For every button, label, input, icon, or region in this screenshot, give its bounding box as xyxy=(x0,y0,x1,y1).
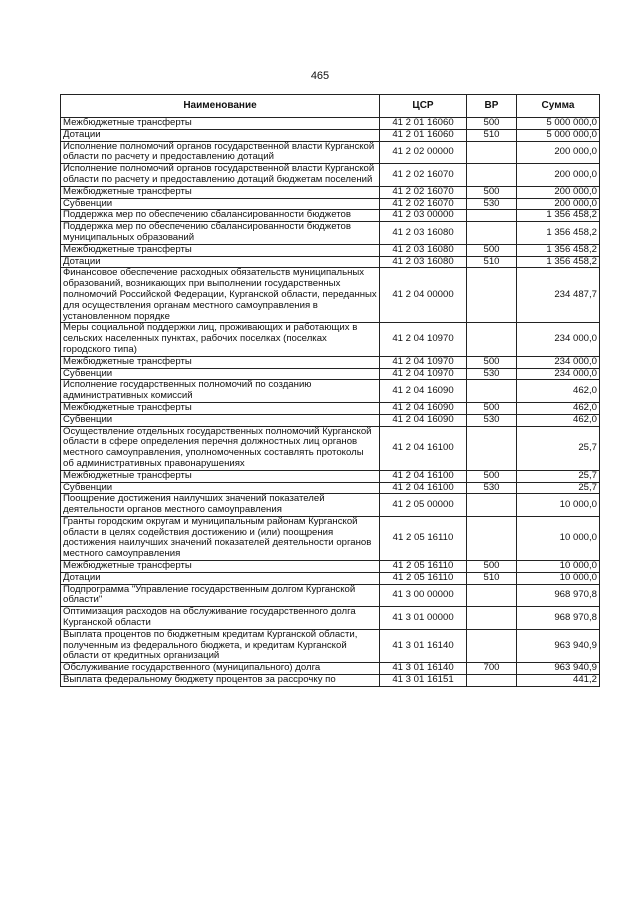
row-name: Субвенции xyxy=(61,482,380,494)
row-name: Дотации xyxy=(61,572,380,584)
row-name: Исполнение полномочий органов государственной власти Курганской области по расчету и предоставлению дотаций бюджетам поселений xyxy=(61,164,380,187)
row-name: Осуществление отдельных государственных полномочий Курганской области в сфере определения перечня должностных лиц органов местного самоуправления, уполномоченных составлять протоколы об административных правонарушениях xyxy=(61,426,380,470)
table-row xyxy=(61,198,600,210)
row-vr xyxy=(467,584,517,607)
table-row xyxy=(61,629,600,662)
table-row xyxy=(61,244,600,256)
row-vr xyxy=(467,210,517,222)
table-row xyxy=(61,210,600,222)
row-vr: 510 xyxy=(467,256,517,268)
table-row xyxy=(61,426,600,470)
row-vr xyxy=(467,516,517,560)
table-body xyxy=(61,118,600,687)
row-name: Субвенции xyxy=(61,414,380,426)
table-row xyxy=(61,470,600,482)
table-header-row xyxy=(61,95,600,118)
row-sum: 25,7 xyxy=(517,470,600,482)
row-sum: 200 000,0 xyxy=(517,164,600,187)
row-csr: 41 2 04 16100 xyxy=(380,470,467,482)
row-vr: 500 xyxy=(467,356,517,368)
row-sum: 5 000 000,0 xyxy=(517,129,600,141)
row-sum: 5 000 000,0 xyxy=(517,118,600,130)
row-vr xyxy=(467,141,517,164)
header-name: Наименование xyxy=(61,95,380,118)
row-sum: 441,2 xyxy=(517,675,600,687)
table-row xyxy=(61,186,600,198)
row-sum: 10 000,0 xyxy=(517,516,600,560)
row-name: Гранты городским округам и муниципальным районам Курганской области в целях содействия достижению и (или) поощрения достижения наилучших значений показателей деятельности органов местного самоуправления xyxy=(61,516,380,560)
row-vr xyxy=(467,607,517,630)
row-sum: 200 000,0 xyxy=(517,141,600,164)
row-name: Межбюджетные трансферты xyxy=(61,244,380,256)
row-vr: 530 xyxy=(467,414,517,426)
row-name: Субвенции xyxy=(61,198,380,210)
row-sum: 25,7 xyxy=(517,482,600,494)
row-name: Поощрение достижения наилучших значений показателей деятельности органов местного самоуправления xyxy=(61,494,380,517)
row-sum: 234 000,0 xyxy=(517,323,600,356)
row-csr: 41 2 05 16110 xyxy=(380,561,467,573)
row-sum: 10 000,0 xyxy=(517,494,600,517)
row-vr: 500 xyxy=(467,470,517,482)
row-sum: 234 487,7 xyxy=(517,268,600,323)
row-vr: 700 xyxy=(467,663,517,675)
table-row xyxy=(61,368,600,380)
row-csr: 41 3 01 00000 xyxy=(380,607,467,630)
row-csr: 41 2 05 16110 xyxy=(380,572,467,584)
row-name: Субвенции xyxy=(61,368,380,380)
row-csr: 41 2 02 16070 xyxy=(380,186,467,198)
table-row xyxy=(61,675,600,687)
row-csr: 41 2 01 16060 xyxy=(380,118,467,130)
row-sum: 968 970,8 xyxy=(517,607,600,630)
row-csr: 41 3 01 16151 xyxy=(380,675,467,687)
table-row xyxy=(61,256,600,268)
row-name: Обслуживание государственного (муниципального) долга xyxy=(61,663,380,675)
row-vr: 510 xyxy=(467,129,517,141)
row-vr xyxy=(467,222,517,245)
row-csr: 41 2 03 16080 xyxy=(380,222,467,245)
row-csr: 41 2 04 10970 xyxy=(380,368,467,380)
row-sum: 1 356 458,2 xyxy=(517,256,600,268)
row-csr: 41 3 00 00000 xyxy=(380,584,467,607)
row-vr: 530 xyxy=(467,368,517,380)
table-row xyxy=(61,222,600,245)
row-sum: 963 940,9 xyxy=(517,663,600,675)
table-row xyxy=(61,584,600,607)
row-sum: 10 000,0 xyxy=(517,561,600,573)
row-csr: 41 2 03 16080 xyxy=(380,244,467,256)
row-vr xyxy=(467,494,517,517)
row-csr: 41 2 03 00000 xyxy=(380,210,467,222)
row-sum: 200 000,0 xyxy=(517,186,600,198)
table-row xyxy=(61,516,600,560)
row-csr: 41 2 02 16070 xyxy=(380,164,467,187)
row-sum: 234 000,0 xyxy=(517,356,600,368)
table-row xyxy=(61,129,600,141)
row-vr: 500 xyxy=(467,402,517,414)
header-csr: ЦСР xyxy=(380,95,467,118)
table-row xyxy=(61,323,600,356)
row-vr xyxy=(467,426,517,470)
row-sum: 25,7 xyxy=(517,426,600,470)
row-name: Дотации xyxy=(61,256,380,268)
table-row xyxy=(61,268,600,323)
table-row xyxy=(61,607,600,630)
row-vr: 510 xyxy=(467,572,517,584)
row-sum: 963 940,9 xyxy=(517,629,600,662)
table-row xyxy=(61,164,600,187)
row-vr: 500 xyxy=(467,244,517,256)
row-name: Межбюджетные трансферты xyxy=(61,118,380,130)
row-name: Меры социальной поддержки лиц, проживающих и работающих в сельских населенных пунктах, рабочих поселках (поселках городского типа) xyxy=(61,323,380,356)
row-vr xyxy=(467,380,517,403)
row-sum: 10 000,0 xyxy=(517,572,600,584)
table-row xyxy=(61,402,600,414)
row-vr: 500 xyxy=(467,118,517,130)
row-vr xyxy=(467,323,517,356)
row-name: Поддержка мер по обеспечению сбалансированности бюджетов муниципальных образований xyxy=(61,222,380,245)
row-name: Межбюджетные трансферты xyxy=(61,470,380,482)
row-csr: 41 2 01 16060 xyxy=(380,129,467,141)
table-row xyxy=(61,141,600,164)
header-sum: Сумма xyxy=(517,95,600,118)
row-csr: 41 2 04 16100 xyxy=(380,482,467,494)
row-sum: 968 970,8 xyxy=(517,584,600,607)
header-vr: ВР xyxy=(467,95,517,118)
budget-table xyxy=(60,94,600,687)
table-row xyxy=(61,380,600,403)
row-name: Подпрограмма "Управление государственным долгом Курганской области" xyxy=(61,584,380,607)
row-csr: 41 2 05 00000 xyxy=(380,494,467,517)
row-csr: 41 2 04 10970 xyxy=(380,323,467,356)
row-sum: 1 356 458,2 xyxy=(517,222,600,245)
row-csr: 41 2 04 10970 xyxy=(380,356,467,368)
row-vr xyxy=(467,164,517,187)
table-row xyxy=(61,482,600,494)
row-name: Исполнение полномочий органов государственной власти Курганской области по расчету и предоставлению дотаций xyxy=(61,141,380,164)
row-sum: 1 356 458,2 xyxy=(517,210,600,222)
row-vr xyxy=(467,629,517,662)
row-name: Исполнение государственных полномочий по созданию административных комиссий xyxy=(61,380,380,403)
row-csr: 41 2 05 16110 xyxy=(380,516,467,560)
row-csr: 41 2 04 00000 xyxy=(380,268,467,323)
page-number: 465 xyxy=(310,70,330,82)
row-sum: 200 000,0 xyxy=(517,198,600,210)
table-row xyxy=(61,414,600,426)
row-vr: 500 xyxy=(467,186,517,198)
row-csr: 41 3 01 16140 xyxy=(380,629,467,662)
row-csr: 41 2 02 00000 xyxy=(380,141,467,164)
row-name: Межбюджетные трансферты xyxy=(61,356,380,368)
row-name: Финансовое обеспечение расходных обязательств муниципальных образований, возникающих при выполнении государственных полномочий Российской Федерации, Курганской области, переданных для осуществления органам местного самоуправления в установленном порядке xyxy=(61,268,380,323)
row-sum: 462,0 xyxy=(517,402,600,414)
row-sum: 462,0 xyxy=(517,414,600,426)
row-csr: 41 2 02 16070 xyxy=(380,198,467,210)
row-name: Межбюджетные трансферты xyxy=(61,186,380,198)
row-name: Поддержка мер по обеспечению сбалансированности бюджетов xyxy=(61,210,380,222)
row-vr xyxy=(467,675,517,687)
row-vr: 530 xyxy=(467,198,517,210)
table-row xyxy=(61,572,600,584)
row-name: Выплата процентов по бюджетным кредитам Курганской области, полученным из федерального бюджета, и кредитам Курганской области от кредитных организаций xyxy=(61,629,380,662)
row-sum: 234 000,0 xyxy=(517,368,600,380)
table-row xyxy=(61,118,600,130)
row-name: Оптимизация расходов на обслуживание государственного долга Курганской области xyxy=(61,607,380,630)
row-name: Дотации xyxy=(61,129,380,141)
row-csr: 41 2 04 16090 xyxy=(380,414,467,426)
row-name: Межбюджетные трансферты xyxy=(61,561,380,573)
table-row xyxy=(61,356,600,368)
row-vr: 530 xyxy=(467,482,517,494)
row-csr: 41 3 01 16140 xyxy=(380,663,467,675)
row-vr: 500 xyxy=(467,561,517,573)
row-csr: 41 2 04 16090 xyxy=(380,402,467,414)
row-csr: 41 2 04 16100 xyxy=(380,426,467,470)
row-name: Выплата федеральному бюджету процентов за рассрочку по xyxy=(61,675,380,687)
row-sum: 462,0 xyxy=(517,380,600,403)
table-row xyxy=(61,561,600,573)
row-vr xyxy=(467,268,517,323)
row-csr: 41 2 03 16080 xyxy=(380,256,467,268)
row-sum: 1 356 458,2 xyxy=(517,244,600,256)
row-name: Межбюджетные трансферты xyxy=(61,402,380,414)
table-row xyxy=(61,663,600,675)
table-row xyxy=(61,494,600,517)
row-csr: 41 2 04 16090 xyxy=(380,380,467,403)
